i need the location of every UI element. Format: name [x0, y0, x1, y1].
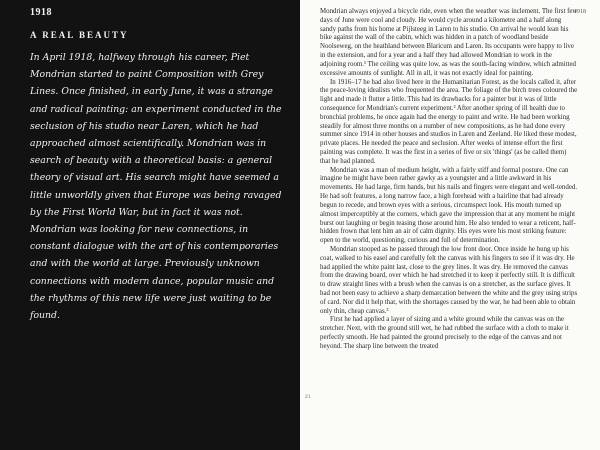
chapter-title: A REAL BEAUTY: [30, 30, 129, 40]
body-paragraph: In 1916–17 he had also lived here in the Humanitarian Forest, as the locals called it, after the peace-loving idealists who frequented the area. The foliage of the birch trees coloured the light and made it flutter a little. This had its drawbacks for a painter but it was of little consequence for Mondrian's current experiment.² After another spring of ill health due to bronchial problems, he once again had the energy to paint and write. He had been working steadily for almost three months on a number of new compositions, as he had done every summer since 1914 in other houses and studios in Laren and Zeeland. He liked these modest, private places. He needed the peace and seclusion. After weeks of intense effort the first painting was complete. It was the first in a series of five or six 'things' (as he called them) that he had planned.: [320, 78, 578, 165]
right-page: [300, 0, 600, 450]
body-paragraph: First he had applied a layer of sizing and a white ground while the canvas was on the stretcher. Next, with the ground still wet, he had rubbed the surface with a cloth to make it perfectly smooth. He had painted the ground precisely to the edge of the canvas and not beyond. The sharp line between the treated: [320, 316, 569, 350]
body-paragraph: Mondrian stooped as he passed through the low front door. Once inside he hung up his coat, walked to his easel and carefully felt the canvas with his fingers to see if it was dry. He had applied the white paint last, close to the grey lines. It was dry. He removed the canvas from the drawing board, over which he had stretched it to keep it perfectly still. It is difficult to draw straight lines with a brush when the canvas is on a stretcher, as the surface gives. It had not been easy to achieve a sharp demarcation between the white and the grey using strips of card. Nor did it help that, with the shortages caused by the war, he had been able to obtain only thin, cheap canvas.³: [320, 245, 578, 315]
page-number: 21: [305, 394, 311, 400]
running-header-year: 1918: [574, 9, 586, 15]
chapter-year: 1918: [30, 7, 52, 18]
body-paragraph: Mondrian always enjoyed a bicycle ride, even when the weather was inclement. The first few days of June were cool and cloudy. He would cycle around a kilometre and a half along sandy paths from his home at Pijlsteeg in Laren to his studio. On arrival he would lean his bike against the wall of the cabin, which was hidden in a patch of woodland beside Noolseweg, on the heathland between Blaricum and Laren. Its occupants were happy to live in the extension, and for a year and a half they had allowed Mondrian to work in the adjoining room.¹ The ceiling was quite low, as was the south-facing window, which admitted excessive amounts of sunlight. All in all, it was not exactly ideal for painting.: [320, 8, 578, 77]
body-text: [320, 8, 578, 352]
body-paragraph: Mondrian was a man of medium height, with a fairly stiff and formal posture. One can imagine he might have been rather gawky as a youngster and a little awkward in his movements. He had large, firm hands, but his nails and fingers were elegant and well-tended. He had soft features, a long narrow face, a high forehead with a hairline that had already begun to recede, and brown eyes with a serious, circumspect look. His mouth turned up almost imperceptibly at the corners, which gave the impression that at any moment he might burst out laughing or begin teasing those around him. He also tended to wear a reticent, half-hidden frown that lent him an air of calm dignity. His eyes were his most striking feature: open to the world, questioning, curious and full of determination.: [320, 166, 578, 245]
intro-paragraph: In April 1918, halfway through his career, Piet Mondrian started to paint Composition with Grey Lines. Once finished, in early June, it was a strange and radical painting: an experiment conducted in the seclusion of his studio near Laren, which he had approached almost scientifically. Mondrian was in search of beauty with a theoretical basis: a general theory of visual art. His search might have seemed a little unworldly given that Europe was being ravaged by the First World War, but in fact it was not. Mondrian was looking for new connections, in constant dialogue with the art of his contemporaries and with the world at large. Previously unknown connections with modern dance, popular music and the rhythms of this new life were just waiting to be found.: [30, 52, 282, 322]
